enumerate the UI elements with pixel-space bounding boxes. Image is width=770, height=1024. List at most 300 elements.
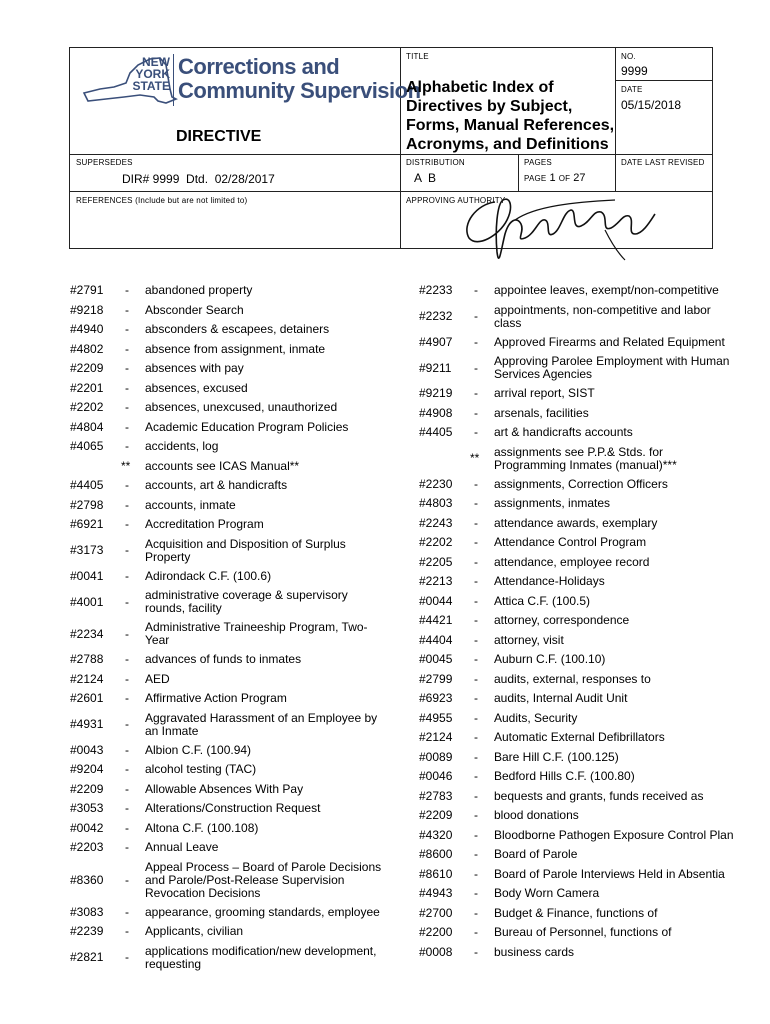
- directive-code: #4943: [419, 886, 453, 901]
- index-entry: [70, 320, 395, 340]
- subject-line: assignments, Correction Officers: [494, 476, 668, 491]
- directive-code: #2234: [70, 626, 104, 641]
- directive-code: #4908: [419, 405, 453, 420]
- index-entry: [419, 709, 745, 729]
- subject-line: Budget & Finance, functions of: [494, 905, 658, 920]
- subject-line: accounts, art & handicrafts: [145, 478, 288, 493]
- subject-description: [494, 634, 564, 647]
- entry-separator: -: [125, 341, 129, 356]
- directive-code: #2209: [419, 808, 453, 823]
- entry-separator: -: [125, 322, 129, 337]
- entry-separator: -: [474, 535, 478, 550]
- directive-code: #0043: [70, 742, 104, 757]
- subject-description: [494, 284, 719, 297]
- index-entry: [70, 586, 395, 618]
- subject-description: [494, 517, 657, 530]
- entry-separator: -: [125, 543, 129, 557]
- index-entry: [70, 567, 395, 587]
- entry-separator: -: [125, 742, 129, 757]
- index-entry: [70, 457, 395, 477]
- subject-description: [145, 362, 244, 375]
- index-entry: [70, 281, 395, 301]
- subject-line: Property: [145, 549, 191, 564]
- index-entry: [70, 418, 395, 438]
- entry-separator: -: [474, 476, 478, 491]
- entry-separator: -: [125, 302, 129, 317]
- index-entry: [419, 514, 745, 534]
- subject-description: [494, 653, 605, 666]
- header-row-line: [69, 154, 713, 155]
- subject-description: [145, 945, 376, 971]
- subject-description: [494, 355, 729, 381]
- subject-line: Alterations/Construction Request: [145, 801, 321, 816]
- approving-authority-label: APPROVING AUTHORITY: [406, 196, 506, 205]
- subject-description: [494, 731, 665, 744]
- subject-line: Audits, Security: [494, 710, 578, 725]
- entry-separator: -: [125, 439, 129, 454]
- entry-separator: -: [125, 717, 129, 731]
- index-entry: [419, 884, 745, 904]
- entry-separator: -: [125, 691, 129, 706]
- index-entry: [419, 806, 745, 826]
- entry-separator: -: [474, 632, 478, 647]
- directive-code: #4405: [70, 478, 104, 493]
- directive-code: #2124: [70, 671, 104, 686]
- entry-separator: -: [125, 840, 129, 855]
- entry-separator: -: [474, 691, 478, 706]
- index-entry: [70, 437, 395, 457]
- entry-separator: -: [125, 626, 129, 641]
- subject-description: [145, 861, 381, 900]
- subject-line: absences, excused: [145, 380, 248, 395]
- subject-line: rounds, facility: [145, 601, 222, 615]
- index-entry: [419, 475, 745, 495]
- entry-separator: -: [474, 808, 478, 823]
- distribution-label: DISTRIBUTION: [406, 158, 465, 167]
- subject-line: audits, Internal Audit Unit: [494, 691, 628, 706]
- no-date-row-line: [615, 80, 713, 81]
- directive-code: #2601: [70, 691, 104, 706]
- references-label: REFERENCES (Include but are not limited to): [76, 196, 248, 205]
- subject-description: [494, 907, 657, 920]
- entry-separator: -: [125, 820, 129, 835]
- subject-line: business cards: [494, 944, 575, 959]
- date-revised-label: DATE LAST REVISED: [621, 158, 705, 167]
- directive-code: #8610: [419, 866, 453, 881]
- logo-state-line: NEW: [142, 55, 170, 69]
- logo-state-line: YORK: [135, 67, 170, 81]
- subject-description: [494, 673, 651, 686]
- supersedes-value: DIR# 9999 Dtd. 02/28/2017: [122, 172, 275, 186]
- directive-code: #2239: [70, 924, 104, 939]
- subject-description: [494, 946, 574, 959]
- directive-code: #3173: [70, 543, 104, 557]
- entry-separator: -: [474, 386, 478, 401]
- index-entry: [419, 281, 745, 301]
- directive-code: #2202: [70, 400, 104, 415]
- subject-description: [494, 926, 671, 939]
- entry-separator: **: [470, 451, 480, 465]
- subject-description: [145, 518, 264, 531]
- pages-label: PAGES: [524, 158, 552, 167]
- subject-description: [145, 421, 348, 434]
- subject-description: [145, 925, 243, 938]
- subject-description: [494, 595, 590, 608]
- directive-code: #2202: [419, 535, 453, 550]
- entry-separator: -: [125, 652, 129, 667]
- title-line: Forms, Manual References,: [406, 117, 615, 134]
- subject-description: [494, 556, 649, 569]
- pages-divider-left: [518, 154, 519, 191]
- directive-code: #6923: [419, 691, 453, 706]
- directive-code: #0041: [70, 568, 104, 583]
- index-entry: [419, 943, 745, 963]
- directive-code: #4955: [419, 710, 453, 725]
- subject-line: accounts, inmate: [145, 497, 236, 512]
- directive-code: #4001: [70, 594, 104, 609]
- subject-line: Board of Parole Interviews Held in Absentia: [494, 866, 725, 881]
- entry-separator: -: [474, 847, 478, 862]
- directive-title: [406, 78, 614, 154]
- directive-code: #2201: [70, 380, 104, 395]
- index-entry: [70, 942, 395, 974]
- directive-code: #4421: [419, 613, 453, 628]
- directive-code: #2788: [70, 652, 104, 667]
- subject-description: [145, 343, 325, 356]
- directive-code: #4404: [419, 632, 453, 647]
- index-entry: [70, 689, 395, 709]
- subject-description: [494, 692, 627, 705]
- subject-line: Bedford Hills C.F. (100.80): [494, 769, 635, 784]
- directive-code: #0046: [419, 769, 453, 784]
- index-entry: [419, 845, 745, 865]
- directive-code: #4907: [419, 334, 453, 349]
- subject-line: alcohol testing (TAC): [145, 762, 257, 777]
- subject-line: an Inmate: [145, 723, 199, 738]
- subject-line: Aggravated Harassment of an Employee by: [145, 710, 378, 725]
- directive-code: #0008: [419, 944, 453, 959]
- subject-line: appearance, grooming standards, employee: [145, 904, 380, 919]
- index-entry: [419, 533, 745, 553]
- subject-description: [145, 570, 271, 583]
- page-count: [524, 172, 586, 184]
- index-entry: [70, 819, 395, 839]
- index-entry: [419, 352, 745, 384]
- entry-separator: -: [125, 497, 129, 512]
- title-line: Directives by Subject,: [406, 98, 573, 115]
- subject-description: [145, 382, 248, 395]
- entry-separator: -: [125, 380, 129, 395]
- index-entry: [419, 443, 745, 475]
- directive-code: #9218: [70, 302, 104, 317]
- subject-line: absconders & escapees, detainers: [145, 322, 330, 337]
- subject-line: Services Agencies: [494, 367, 593, 381]
- index-entry: [419, 865, 745, 885]
- entry-separator: -: [125, 924, 129, 939]
- subject-line: Allowable Absences With Pay: [145, 781, 304, 796]
- subject-line: administrative coverage & supervisory: [145, 588, 348, 602]
- entry-separator: -: [125, 950, 129, 964]
- subject-description: [145, 499, 236, 512]
- subject-description: [145, 673, 170, 686]
- subject-line: Albion C.F. (100.94): [145, 742, 252, 757]
- signature-image: [455, 190, 665, 270]
- logo-state-line: STATE: [132, 79, 170, 93]
- index-entry: [70, 340, 395, 360]
- entry-separator: -: [474, 425, 478, 440]
- date-label: DATE: [621, 85, 643, 94]
- index-entry: [70, 922, 395, 942]
- subject-line: assignments see P.P.& Stds. for: [494, 444, 663, 459]
- directive-code: #4405: [419, 425, 453, 440]
- subject-line: Year: [145, 633, 170, 647]
- index-entry: [70, 301, 395, 321]
- entry-separator: -: [125, 361, 129, 376]
- subject-line: Adirondack C.F. (100.6): [145, 568, 272, 583]
- subject-description: [145, 621, 368, 647]
- subject-line: attendance, employee record: [494, 554, 650, 569]
- supersedes-label: SUPERSEDES: [76, 158, 133, 167]
- subject-line: Appeal Process – Board of Parole Decisions: [145, 859, 382, 874]
- subject-description: [145, 401, 337, 414]
- index-entry: [419, 553, 745, 573]
- subject-description: [145, 822, 258, 835]
- subject-line: blood donations: [494, 808, 579, 823]
- subject-description: [145, 460, 299, 473]
- subject-description: [494, 790, 703, 803]
- directive-code: #4803: [419, 496, 453, 511]
- index-entry: [419, 423, 745, 443]
- subject-line: Affirmative Action Program: [145, 691, 287, 706]
- index-entry: [70, 476, 395, 496]
- index-entry: [419, 767, 745, 787]
- pages-divider-right: [615, 154, 616, 191]
- subject-description: [145, 440, 218, 453]
- directive-code: #2209: [70, 781, 104, 796]
- index-entry: [70, 799, 395, 819]
- directive-label: DIRECTIVE: [176, 128, 262, 145]
- subject-line: Automatic External Defibrillators: [494, 730, 665, 745]
- subject-description: [145, 653, 301, 666]
- subject-description: [145, 802, 320, 815]
- index-entry: [419, 494, 745, 514]
- index-entry: [70, 496, 395, 516]
- index-entry: [419, 592, 745, 612]
- entry-separator: -: [125, 872, 129, 887]
- directive-code: #6921: [70, 517, 104, 532]
- subject-description: [145, 304, 244, 317]
- index-entry: [70, 780, 395, 800]
- entry-separator: -: [474, 671, 478, 686]
- subject-line: absences with pay: [145, 361, 244, 376]
- subject-line: Altona C.F. (100.108): [145, 820, 259, 835]
- entry-separator: -: [474, 788, 478, 803]
- index-entry: [419, 689, 745, 709]
- index-entry: [70, 903, 395, 923]
- subject-description: [145, 323, 329, 336]
- entry-separator: -: [125, 517, 129, 532]
- subject-line: Approved Firearms and Related Equipment: [494, 334, 725, 349]
- directive-code: #9204: [70, 762, 104, 777]
- entry-separator: -: [125, 478, 129, 493]
- index-entry: [419, 572, 745, 592]
- directive-date: 05/15/2018: [621, 98, 682, 112]
- no-label: NO.: [621, 52, 636, 61]
- entry-separator: -: [474, 574, 478, 589]
- subject-line: abandoned property: [145, 283, 253, 298]
- subject-description: [145, 783, 303, 796]
- entry-separator: -: [125, 801, 129, 816]
- subject-line: Revocation Decisions: [145, 885, 261, 900]
- subject-description: [145, 712, 377, 738]
- subject-line: Attica C.F. (100.5): [494, 593, 591, 608]
- index-entry: [419, 923, 745, 943]
- title-label: TITLE: [406, 52, 429, 61]
- subject-description: [494, 336, 725, 349]
- directive-code: #8360: [70, 872, 104, 887]
- subject-description: [145, 841, 218, 854]
- directive-code: #4804: [70, 419, 104, 434]
- entry-separator: -: [474, 866, 478, 881]
- subject-line: art & handicrafts accounts: [494, 425, 633, 440]
- subject-line: Administrative Traineeship Program, Two-: [145, 620, 368, 634]
- entry-separator: -: [125, 283, 129, 298]
- entry-separator: -: [474, 613, 478, 628]
- directive-code: #2213: [419, 574, 453, 589]
- no-date-divider: [615, 47, 616, 154]
- distribution-value: A B: [414, 171, 437, 185]
- subject-line: attorney, correspondence: [494, 613, 630, 628]
- index-entry: [70, 709, 395, 741]
- subject-line: Annual Leave: [145, 840, 219, 855]
- directive-code: #2783: [419, 788, 453, 803]
- subject-line: Bloodborne Pathogen Exposure Control Plan: [494, 827, 734, 842]
- index-entry: [70, 618, 395, 650]
- subject-description: [494, 614, 629, 627]
- directive-code: #9219: [419, 386, 453, 401]
- entry-separator: -: [474, 827, 478, 842]
- index-entry: [419, 670, 745, 690]
- entry-separator: -: [474, 749, 478, 764]
- subject-line: Attendance Control Program: [494, 535, 647, 550]
- entry-separator: -: [125, 781, 129, 796]
- subject-description: [494, 712, 577, 725]
- subject-line: applications modification/new development,: [145, 943, 377, 958]
- entry-separator: -: [474, 730, 478, 745]
- index-entry: [70, 838, 395, 858]
- entry-separator: -: [125, 419, 129, 434]
- entry-separator: -: [125, 762, 129, 777]
- subject-description: [145, 538, 346, 564]
- page-total: 27: [573, 172, 586, 184]
- subject-description: [145, 589, 348, 615]
- title-line: Alphabetic Index of: [406, 79, 554, 96]
- subject-line: Absconder Search: [145, 302, 244, 317]
- subject-line: Auburn C.F. (100.10): [494, 652, 606, 667]
- subject-line: Board of Parole: [494, 847, 578, 862]
- entry-separator: -: [474, 360, 478, 375]
- subject-line: attorney, visit: [494, 632, 564, 647]
- subject-description: [494, 770, 635, 783]
- directive-code: #4320: [419, 827, 453, 842]
- subject-description: [494, 536, 646, 549]
- directive-code: #2124: [419, 730, 453, 745]
- directive-code: #3053: [70, 801, 104, 816]
- subject-line: Body Worn Camera: [494, 886, 600, 901]
- subject-line: Approving Parolee Employment with Human: [494, 354, 730, 368]
- index-entry: [419, 787, 745, 807]
- page-current: 1: [549, 172, 556, 184]
- index-entry: [419, 384, 745, 404]
- entry-separator: -: [474, 593, 478, 608]
- subject-description: [494, 446, 677, 472]
- logo-agency-name: [178, 55, 421, 103]
- entry-separator: -: [474, 283, 478, 298]
- index-entry: [70, 359, 395, 379]
- logo-agency-line: Community Supervision: [178, 78, 421, 103]
- index-entry: [70, 650, 395, 670]
- subject-line: and Parole/Post-Release Supervision: [145, 872, 345, 887]
- subject-description: [494, 304, 711, 330]
- subject-description: [494, 829, 734, 842]
- subject-description: [145, 744, 251, 757]
- subject-description: [145, 692, 287, 705]
- entry-separator: -: [474, 496, 478, 511]
- subject-line: bequests and grants, funds received as: [494, 788, 704, 803]
- entry-separator: -: [474, 905, 478, 920]
- entry-separator: -: [474, 515, 478, 530]
- directive-code: #2232: [419, 309, 453, 323]
- directive-code: #9211: [419, 360, 452, 375]
- subject-description: [145, 763, 256, 776]
- subject-line: Bureau of Personnel, functions of: [494, 925, 672, 940]
- index-entry: [419, 728, 745, 748]
- index-entry: [419, 631, 745, 651]
- entry-separator: -: [125, 594, 129, 609]
- subject-description: [494, 478, 668, 491]
- directive-code: #4065: [70, 439, 104, 454]
- subject-description: [494, 868, 725, 881]
- index-entry: [419, 333, 745, 353]
- entry-separator: -: [125, 400, 129, 415]
- index-entry: [70, 858, 395, 903]
- directive-code: #2200: [419, 925, 453, 940]
- subject-description: [494, 809, 579, 822]
- logo-agency-line: Corrections and: [178, 54, 340, 79]
- entry-separator: -: [474, 769, 478, 784]
- entry-separator: -: [474, 944, 478, 959]
- directive-code: #2791: [70, 283, 104, 298]
- directive-code: #2700: [419, 905, 453, 920]
- directive-code: #3083: [70, 904, 104, 919]
- entry-separator: -: [474, 710, 478, 725]
- subject-line: Bare Hill C.F. (100.125): [494, 749, 619, 764]
- entry-separator: -: [474, 405, 478, 420]
- entry-separator: -: [474, 554, 478, 569]
- entry-separator: **: [121, 458, 131, 473]
- title-line: Acronyms, and Definitions: [406, 136, 609, 153]
- subject-line: appointments, non-competitive and labor: [494, 302, 711, 317]
- subject-line: Accreditation Program: [145, 517, 264, 532]
- directive-code: #2230: [419, 476, 453, 491]
- logo-divider: [173, 54, 174, 106]
- subject-description: [494, 848, 577, 861]
- logo-state-text: [128, 56, 170, 92]
- directive-code: #4802: [70, 341, 104, 356]
- subject-description: [145, 906, 380, 919]
- index-entry: [70, 760, 395, 780]
- index-entry: [70, 515, 395, 535]
